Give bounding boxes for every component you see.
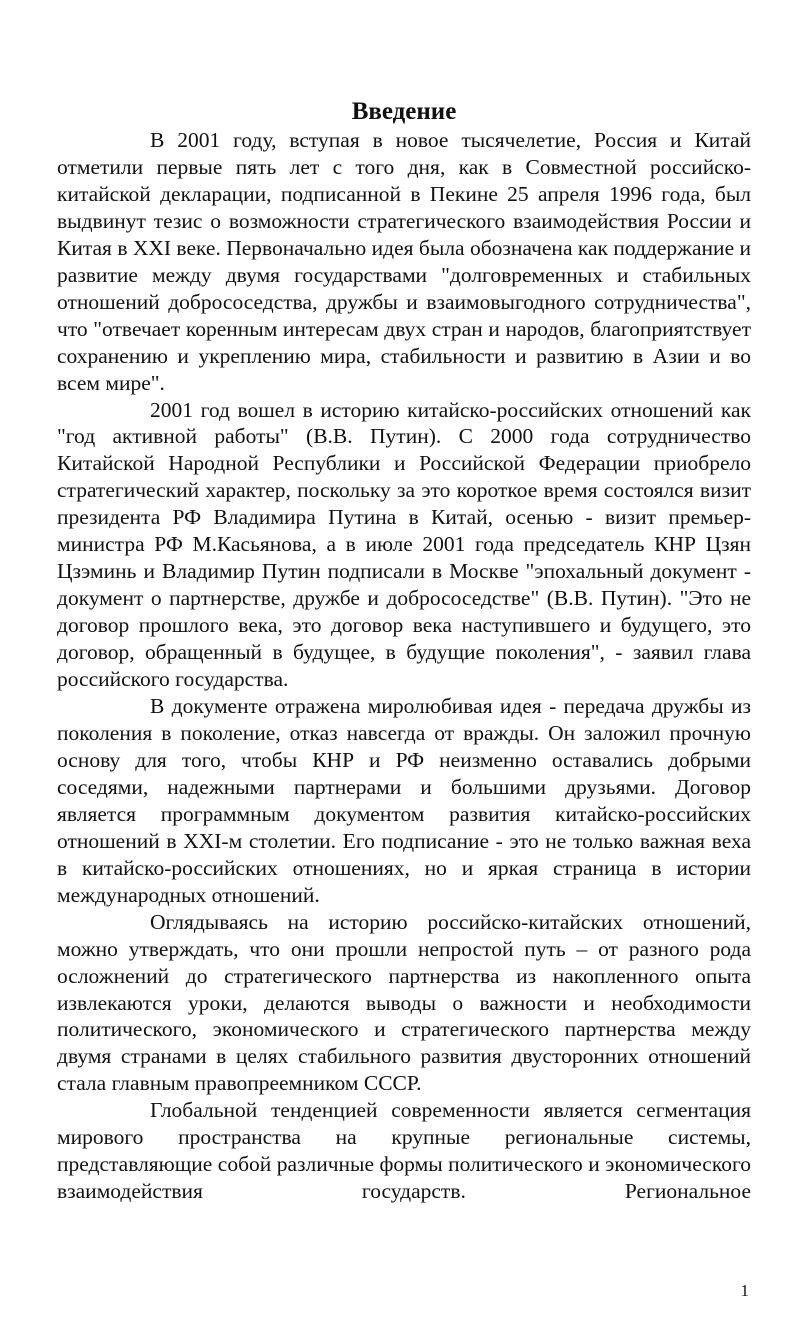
paragraph-5: Глобальной тенденцией современности является сегментация мирового пространства на крупные региональные системы, представляющие собой различные формы политического и экономического взаимодействия государств. Региональное (57, 1098, 751, 1204)
paragraph-3: В документе отражена миролюбивая идея - передача дружбы из поколения в поколение, отказ навсегда от вражды. Он заложил прочную основу для того, чтобы КНР и РФ неизменно оставались добрыми соседями, надежными партнерами и большими друзьями. Договор является программным документом развития китайско-российских отношений в XXI-м столетии. Его подписание - это не только важная веха в китайско-российских отношениях, но и яркая страница в истории международных отношений. (57, 694, 751, 907)
paragraph-4: Оглядываясь на историю российско-китайских отношений, можно утверждать, что они прошли непростой путь – от разного рода осложнений до стратегического партнерства из накопленного опыта извлекаются уроки, делаются выводы о важности и необходимости политического, экономического и стратегического партнерства между двумя странами в целях стабильного развития двусторонних отношений стала главным правопреемником СССР. (57, 909, 751, 1096)
page-number: 1 (740, 1281, 749, 1300)
document-page (57, 0, 751, 1205)
paragraph-1: В 2001 году, вступая в новое тысячелетие, Россия и Китай отметили первые пять лет с того дня, как в Совместной российско-китайской декларации, подписанной в Пекине 25 апреля 1996 года, был выдвинут тезис о возможности стратегического взаимодействия России и Китая в XXI веке. Первоначально идея была обозначена как поддержание и развитие между двумя государствами "долговременных и стабильных отношений добрососедства, дружбы и взаимовыгодного сотрудничества", что "отвечает коренным интересам двух стран и народов, благоприятствует сохранению и укреплению мира, стабильности и развитию в Азии и во всем мире". (57, 128, 751, 395)
paragraph-2: 2001 год вошел в историю китайско-российских отношений как "год активной работы" (В.В. Путин). С 2000 года сотрудничество Китайской Народной Республики и Российской Федерации приобрело стратегический характер, поскольку за это короткое время состоялся визит президента РФ Владимира Путина в Китай, осенью - визит премьер-министра РФ М.Касьянова, а в июле 2001 года председатель КНР Цзян Цзэминь и Владимир Путин подписали в Москве "эпохальный документ - документ о партнерстве, дружбе и добрососедстве" (В.В. Путин). "Это не договор прошлого века, это договор века наступившего и будущего, это договор, обращенный в будущее, в будущие поколения", - заявил глава российского государства. (57, 397, 751, 692)
document-title: Введение (351, 98, 457, 125)
